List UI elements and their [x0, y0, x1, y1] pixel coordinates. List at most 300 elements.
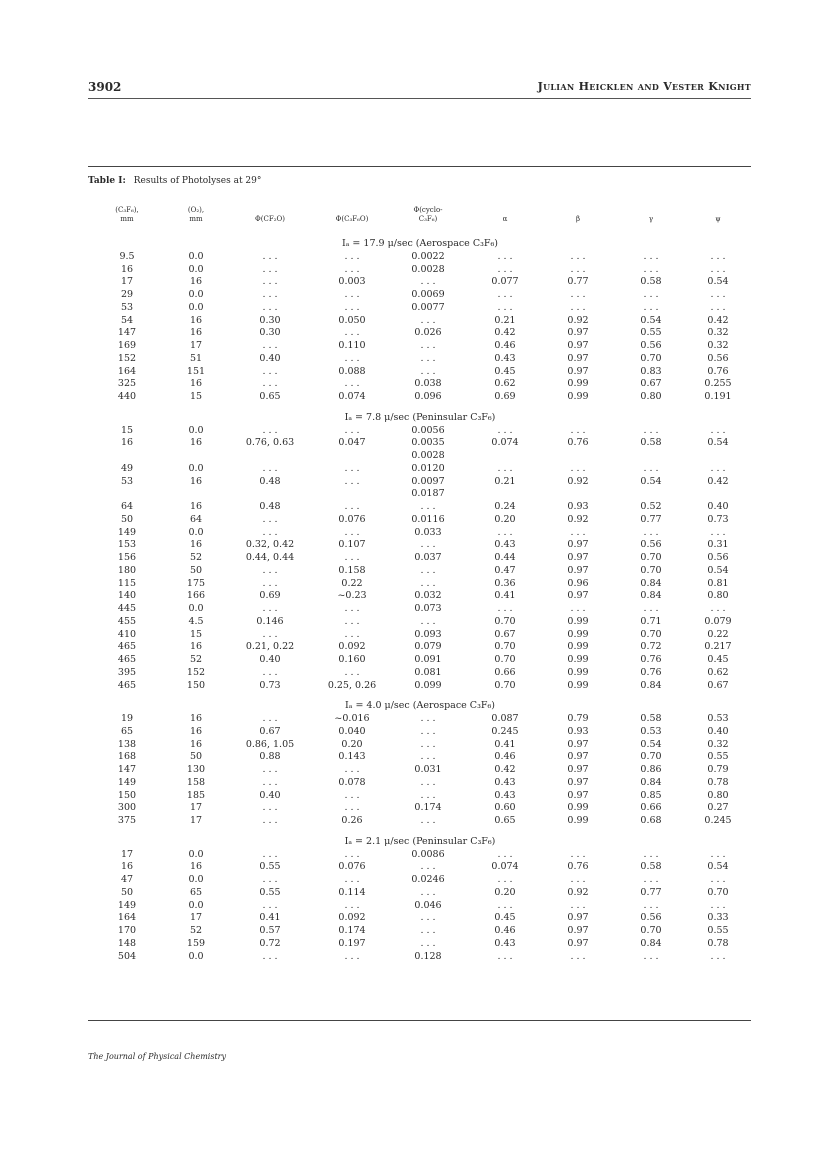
table-cell-gamma: 0.55 [640, 327, 662, 339]
table-cell-beta: . . . [570, 250, 586, 262]
table-cell-phi-cyclo-c3f6: . . . [420, 751, 436, 763]
table-cell-alpha: 0.70 [494, 641, 516, 653]
table-cell-phi-cyclo-c3f6: 0.081 [414, 666, 442, 678]
table-cell-alpha: 0.245 [491, 725, 519, 737]
table-cell-phi-cf2o: 0.44, 0.44 [245, 552, 295, 563]
table-cell-gamma: 0.84 [640, 590, 662, 602]
table-cell-phi-cyclo-c3f6: . . . [420, 776, 436, 788]
table-cell-o2-pressure: 0.0 [188, 603, 204, 614]
table-cell-phi-c3f6o: 0.197 [338, 937, 366, 949]
table-cell-phi-cyclo-c3f6: . . . [420, 912, 436, 924]
table-cell-o2-pressure: 0.0 [188, 950, 204, 962]
table-cell-phi-cyclo-c3f6: 0.033 [414, 526, 442, 538]
table-cell-c3f6-pressure: 445 [117, 603, 137, 614]
table-cell-phi-cf2o: . . . [262, 378, 278, 390]
table-cell-phi-cyclo-c3f6: . . . [420, 352, 436, 364]
table-cell-gamma: . . . [643, 526, 659, 538]
table-cell-gamma: 0.77 [640, 886, 662, 898]
table-cell-alpha: . . . [497, 424, 513, 436]
table-cell-c3f6-pressure: 395 [117, 666, 137, 678]
table-cell-o2-pressure: 17 [189, 815, 203, 826]
table-cell-beta: 0.77 [567, 276, 589, 288]
table-cell-phi-cyclo-c3f6: 0.0097 [411, 475, 445, 487]
table-cell-gamma: 0.67 [640, 378, 662, 390]
table-cell-phi-cyclo-c3f6: . . . [420, 365, 436, 377]
column-header-line: C₃F₆) [418, 215, 438, 223]
table-cell-c3f6-pressure: 50 [120, 886, 134, 898]
table-cell-beta: . . . [570, 526, 586, 538]
table-cell-gamma: 0.72 [640, 641, 662, 653]
table-cell-phi-cyclo-c3f6: . . . [420, 789, 436, 801]
table-cell-alpha: 0.47 [494, 564, 516, 576]
table-cell-gamma: 0.86 [640, 764, 662, 775]
table-cell-phi-cf2o: . . . [262, 526, 278, 538]
table-cell-beta: 0.76 [567, 861, 589, 873]
table-cell-phi-cyclo-c3f6: 0.0086 [411, 848, 445, 860]
table-cell-c3f6-pressure: 150 [117, 789, 137, 801]
table-cell-beta: 0.97 [567, 327, 589, 339]
table-cell-psi: 0.67 [707, 679, 729, 691]
table-cell-phi-cf2o: 0.88 [259, 751, 281, 763]
table-cell-psi: 0.42 [707, 475, 729, 487]
table-cell-phi-cyclo-c3f6: . . . [420, 725, 436, 737]
table-cell-o2-pressure: 52 [189, 552, 203, 563]
table-cell-psi: 0.32 [707, 738, 729, 750]
table-cell-beta: . . . [570, 301, 586, 313]
table-cell-phi-cyclo-c3f6: . . . [420, 340, 436, 351]
table-cell-phi-cyclo-c3f6: 0.093 [414, 628, 442, 640]
table-cell-o2-pressure: 16 [189, 861, 203, 873]
table-cell-phi-c3f6o: 0.158 [338, 564, 366, 576]
table-cell-psi: 0.45 [707, 654, 729, 665]
table-cell-c3f6-pressure: 17 [120, 276, 134, 288]
table-cell-gamma: 0.80 [640, 391, 662, 402]
table-cell-psi: . . . [710, 603, 726, 614]
table-cell-phi-cyclo-c3f6: . . . [420, 925, 436, 936]
table-cell-phi-cf2o: 0.40 [259, 654, 281, 665]
table-cell-o2-pressure: 16 [189, 475, 203, 487]
table-cell-alpha: 0.074 [491, 861, 519, 873]
table-cell-phi-cf2o: . . . [262, 462, 278, 474]
table-cell-psi: 0.56 [707, 552, 729, 563]
table-cell-phi-cyclo-c3f6: . . . [420, 501, 436, 512]
table-cell-c3f6-pressure: 115 [117, 577, 137, 589]
table-cell-phi-c3f6o: 0.076 [338, 513, 366, 525]
column-header-line: α [502, 215, 508, 223]
column-header-line: (C₃F₆), [115, 206, 139, 214]
table-cell-gamma: 0.70 [640, 628, 662, 640]
table-cell-phi-c3f6o: . . . [344, 552, 360, 563]
table-cell-phi-cyclo-c3f6: 0.128 [414, 950, 442, 962]
table-cell-c3f6-pressure: 164 [117, 912, 137, 924]
column-header-line: γ [648, 215, 654, 223]
table-cell-phi-cyclo-c3f6: . . . [420, 615, 436, 627]
table-cell-phi-c3f6o: . . . [344, 378, 360, 390]
table-cell-gamma: 0.70 [640, 751, 662, 763]
table-cell-psi: 0.79 [707, 764, 729, 775]
table-cell-phi-cf2o: . . . [262, 950, 278, 962]
table-cell-gamma: . . . [643, 950, 659, 962]
table-cell-c3f6-pressure: 465 [117, 679, 137, 691]
table-cell-c3f6-pressure: 140 [117, 590, 137, 602]
table-cell-psi: 0.53 [707, 713, 729, 724]
table-cell-phi-cyclo-c3f6: . . . [420, 738, 436, 750]
table-cell-o2-pressure: 0.0 [188, 263, 204, 275]
table-cell-phi-c3f6o: . . . [344, 352, 360, 364]
table-caption-text: Results of Photolyses at 29° [133, 176, 262, 186]
table-cell-psi: . . . [710, 289, 726, 300]
table-cell-phi-cyclo-c3f6: . . . [420, 815, 436, 826]
table-cell-o2-pressure: 0.0 [188, 848, 204, 860]
table-cell-phi-c3f6o: 0.174 [338, 925, 366, 936]
table-cell-o2-pressure: 16 [189, 641, 203, 653]
table-cell-beta: 0.97 [567, 789, 589, 801]
table-cell-c3f6-pressure: 16 [120, 861, 134, 873]
table-cell-beta: 0.93 [567, 501, 589, 512]
table-cell-alpha: 0.20 [494, 886, 516, 898]
table-cell-gamma: . . . [643, 250, 659, 262]
table-cell-c3f6-pressure: 149 [117, 776, 137, 788]
table-cell-psi: . . . [710, 263, 726, 275]
table-cell-phi-cf2o: . . . [262, 603, 278, 614]
table-cell-o2-pressure: 150 [186, 679, 206, 691]
table-cell-beta: . . . [570, 848, 586, 860]
table-cell-phi-cf2o: 0.73 [259, 679, 281, 691]
table-cell-gamma: . . . [643, 603, 659, 614]
section-title: Iₐ = 17.9 μ/sec (Aerospace C₃F₆) [341, 238, 499, 249]
table-cell-alpha: 0.41 [494, 738, 516, 750]
table-cell-gamma: 0.70 [640, 925, 662, 936]
table-cell-gamma: 0.83 [640, 365, 662, 377]
table-cell-beta: 0.99 [567, 666, 589, 678]
table-cell-phi-cyclo-c3f6: . . . [420, 314, 436, 326]
table-cell-alpha: . . . [497, 301, 513, 313]
table-cell-phi-cf2o: 0.41 [259, 912, 281, 924]
column-header-line: Φ(cyclo- [413, 206, 443, 214]
table-cell-phi-c3f6o: . . . [344, 666, 360, 678]
table-cell-alpha: 0.46 [494, 925, 516, 936]
table-cell-psi: 0.079 [704, 615, 732, 627]
column-header-line: (O₂), [187, 206, 205, 214]
table-cell-gamma: . . . [643, 899, 659, 911]
table-cell-c3f6-pressure: 16 [120, 263, 134, 275]
table-cell-gamma: . . . [643, 263, 659, 275]
table-cell-beta: 0.92 [567, 314, 589, 326]
table-cell-psi: 0.42 [707, 314, 729, 326]
table-cell-o2-pressure: 15 [189, 628, 203, 640]
table-cell-psi: 0.55 [707, 751, 729, 763]
table-cell-phi-cf2o: 0.40 [259, 789, 281, 801]
table-cell-psi: 0.78 [707, 937, 729, 949]
table-cell-beta: . . . [570, 263, 586, 275]
table-cell-psi: 0.22 [707, 628, 729, 640]
table-cell-psi: 0.33 [707, 912, 729, 924]
table-cell-c3f6-pressure: 152 [117, 352, 137, 364]
table-cell-c3f6-pressure: 180 [117, 564, 137, 576]
table-cell-beta: 0.96 [567, 577, 589, 589]
section-title: Iₐ = 7.8 μ/sec (Peninsular C₃F₆) [344, 411, 496, 423]
table-cell-o2-pressure: 16 [189, 713, 203, 724]
table-cell-phi-cf2o: 0.30 [259, 314, 281, 326]
table-cell-beta: 0.92 [567, 475, 589, 487]
table-cell-phi-cyclo-c3f6: . . . [420, 577, 436, 589]
table-cell-gamma: 0.56 [640, 340, 662, 351]
table-cell-gamma: 0.84 [640, 679, 662, 691]
table-cell-phi-c3f6o: ~0.23 [337, 590, 367, 602]
table-cell-c3f6-pressure: 148 [117, 937, 137, 949]
table-cell-phi-cf2o: . . . [262, 276, 278, 288]
table-cell-phi-cf2o: . . . [262, 365, 278, 377]
table-cell-alpha: 0.074 [491, 437, 519, 449]
table-cell-gamma: . . . [643, 301, 659, 313]
table-cell-beta: 0.92 [567, 886, 589, 898]
table-cell-o2-pressure: 159 [186, 937, 206, 949]
table-cell-beta: 0.99 [567, 615, 589, 627]
table-cell-alpha: 0.46 [494, 340, 516, 351]
table-cell-phi-c3f6o: ~0.016 [334, 713, 370, 724]
column-header-line: β [575, 215, 581, 223]
table-cell-phi-c3f6o: 0.047 [338, 437, 366, 449]
table-cell-alpha: 0.36 [494, 577, 516, 589]
table-cell-alpha: 0.43 [494, 776, 516, 788]
table-cell-c3f6-pressure: 325 [117, 378, 137, 390]
table-cell-c3f6-pressure: 9.5 [119, 250, 135, 262]
table-cell-alpha: 0.66 [494, 666, 516, 678]
table-cell-o2-pressure: 16 [189, 501, 203, 512]
table-cell-beta: 0.99 [567, 641, 589, 653]
table-cell-phi-c3f6o: . . . [344, 462, 360, 474]
table-cell-gamma: 0.70 [640, 552, 662, 563]
table-cell-alpha: 0.41 [494, 590, 516, 602]
table-cell-c3f6-pressure: 138 [117, 738, 137, 750]
table-cell-psi: 0.54 [707, 861, 729, 873]
table-cell-gamma: 0.76 [640, 666, 662, 678]
table-cell-gamma: 0.56 [640, 539, 662, 551]
table-cell-c3f6-pressure: 149 [117, 899, 137, 911]
table-cell-phi-cf2o: . . . [262, 564, 278, 576]
column-header-line: Φ(C₃F₆O) [335, 215, 369, 223]
table-cell-phi-c3f6o: 0.092 [338, 641, 366, 653]
table-cell-alpha: . . . [497, 250, 513, 262]
table-cell-c3f6-pressure: 149 [117, 526, 137, 538]
table-cell-beta: 0.99 [567, 802, 589, 814]
table-cell-c3f6-pressure: 168 [117, 751, 137, 763]
table-cell-phi-cf2o: 0.86, 1.05 [245, 738, 295, 750]
table-bottom-rule [88, 1020, 751, 1021]
table-cell-psi: 0.32 [707, 327, 729, 339]
table-cell-o2-pressure: 175 [186, 577, 206, 589]
table-cell-beta: . . . [570, 603, 586, 614]
table-cell-phi-cf2o: 0.146 [256, 615, 284, 627]
table-cell-alpha: 0.21 [494, 475, 516, 487]
table-cell-phi-c3f6o: 0.078 [338, 776, 366, 788]
column-header-line: mm [189, 215, 203, 223]
table-cell-alpha: . . . [497, 289, 513, 300]
table-cell-gamma: 0.84 [640, 577, 662, 589]
table-cell-phi-cyclo-c3f6: 0.079 [414, 641, 442, 653]
table-cell-phi-c3f6o: 0.076 [338, 861, 366, 873]
table-cell-c3f6-pressure: 50 [120, 513, 134, 525]
table-cell-phi-cf2o: 0.57 [259, 925, 281, 936]
table-cell-c3f6-pressure: 147 [117, 764, 137, 775]
table-cell-o2-pressure: 16 [189, 725, 203, 737]
table-cell-o2-pressure: 0.0 [188, 899, 204, 911]
column-header-line: Φ(CF₂O) [255, 215, 285, 223]
table-cell-beta: 0.97 [567, 738, 589, 750]
table-cell-gamma: 0.84 [640, 937, 662, 949]
table-cell-beta: 0.99 [567, 679, 589, 691]
table-cell-c3f6-pressure: 375 [117, 815, 137, 826]
table-cell-phi-c3f6o: . . . [344, 424, 360, 436]
table-cell-phi-c3f6o: 0.092 [338, 912, 366, 924]
table-cell-phi-c3f6o: 0.107 [338, 539, 366, 551]
table-cell-o2-pressure: 17 [189, 912, 203, 924]
table-cell-phi-c3f6o: . . . [344, 874, 360, 885]
table-cell-beta: 0.97 [567, 764, 589, 775]
table-cell-gamma: 0.77 [640, 513, 662, 525]
table-cell-c3f6-pressure: 169 [117, 340, 137, 351]
table-cell-psi: 0.55 [707, 925, 729, 936]
table-cell-phi-cyclo-c3f6: 0.0035 [411, 437, 445, 449]
table-cell-psi: . . . [710, 250, 726, 262]
table-cell-o2-pressure: 0.0 [188, 250, 204, 262]
table-cell-phi-cf2o: . . . [262, 289, 278, 300]
table-cell-o2-pressure: 52 [189, 925, 203, 936]
table-cell-c3f6-pressure: 300 [117, 802, 137, 814]
table-cell-c3f6-pressure: 153 [117, 539, 137, 551]
table-cell-phi-c3f6o: . . . [344, 764, 360, 775]
table-cell-phi-c3f6o: . . . [344, 301, 360, 313]
table-cell-alpha: 0.43 [494, 789, 516, 801]
table-cell-beta: 0.97 [567, 365, 589, 377]
table-cell-psi: 0.217 [704, 641, 732, 653]
table-cell-alpha: 0.45 [494, 365, 516, 377]
table-cell-psi: 0.31 [707, 539, 729, 551]
table-cell-c3f6-pressure: 440 [117, 391, 137, 402]
table-cell-gamma: . . . [643, 848, 659, 860]
table-cell-c3f6-pressure: 156 [117, 552, 137, 563]
table-cell-phi-cyclo-c3f6: 0.046 [414, 899, 442, 911]
table-cell-phi-c3f6o: . . . [344, 475, 360, 487]
table-cell-alpha: . . . [497, 899, 513, 911]
table-cell-phi-cf2o: . . . [262, 874, 278, 885]
section-title: Iₐ = 2.1 μ/sec (Peninsular C₃F₆) [344, 835, 496, 847]
table-cell-beta: 0.99 [567, 815, 589, 826]
table-cell-psi: 0.78 [707, 776, 729, 788]
table-cell-psi: 0.32 [707, 340, 729, 351]
table-cell-alpha: 0.69 [494, 391, 516, 402]
table-cell-alpha: 0.087 [491, 713, 519, 724]
table-cell-phi-c3f6o: 0.110 [338, 340, 366, 351]
table-cell-gamma: 0.76 [640, 654, 662, 665]
table-cell-psi: 0.62 [707, 666, 729, 678]
table-cell-o2-pressure: 51 [189, 352, 203, 364]
table-cell-phi-c3f6o: 0.26 [341, 815, 363, 826]
table-cell-c3f6-pressure: 54 [120, 314, 134, 326]
table-cell-phi-c3f6o: 0.25, 0.26 [327, 679, 377, 691]
table-cell-phi-c3f6o: 0.20 [341, 738, 363, 750]
table-cell-phi-cyclo-c3f6: 0.037 [414, 552, 442, 563]
table-cell-phi-cf2o: 0.67 [259, 725, 281, 737]
table-cell-phi-cyclo-c3f6: 0.099 [414, 679, 442, 691]
table-cell-psi: 0.40 [707, 725, 729, 737]
table-cell-alpha: . . . [497, 603, 513, 614]
table-cell-psi: . . . [710, 424, 726, 436]
table-cell-gamma: 0.58 [640, 276, 662, 288]
table-cell-alpha: 0.46 [494, 751, 516, 763]
table-cell-o2-pressure: 16 [189, 314, 203, 326]
table-cell-c3f6-pressure: 47 [120, 874, 134, 885]
table-cell-o2-pressure: 16 [189, 738, 203, 750]
table-cell-o2-pressure: 16 [189, 437, 203, 449]
table-cell-psi: 0.245 [704, 815, 732, 826]
table-cell-phi-cyclo-c3f6: 0.0022 [411, 250, 445, 262]
table-cell-psi: 0.54 [707, 437, 729, 449]
table-cell-phi-c3f6o: 0.074 [338, 391, 366, 402]
table-cell-c3f6-pressure: 504 [117, 950, 137, 962]
table-cell-phi-cf2o: 0.48 [259, 501, 281, 512]
table-cell-phi-c3f6o: . . . [344, 263, 360, 275]
table-cell-o2-pressure: 52 [189, 654, 203, 665]
table-cell-alpha: 0.42 [494, 764, 516, 775]
table-cell-beta: 0.97 [567, 937, 589, 949]
table-cell-phi-cyclo-c3f6: . . . [420, 861, 436, 873]
table-cell-gamma: 0.85 [640, 789, 662, 801]
column-header-line: ψ [715, 215, 721, 223]
table-cell-gamma: 0.68 [640, 815, 662, 826]
table-cell-c3f6-pressure: 53 [120, 301, 134, 313]
table-cell-o2-pressure: 185 [186, 789, 206, 801]
table-cell-o2-pressure: 17 [189, 802, 203, 814]
table-cell-phi-cf2o: 0.30 [259, 327, 281, 339]
table-cell-psi: . . . [710, 874, 726, 885]
table-cell-alpha: 0.43 [494, 539, 516, 551]
table-cell-alpha: 0.70 [494, 654, 516, 665]
table-cell-phi-cf2o: . . . [262, 301, 278, 313]
table-cell-psi: . . . [710, 848, 726, 860]
table-cell-o2-pressure: 0.0 [188, 874, 204, 885]
table-cell-o2-pressure: 64 [189, 513, 203, 525]
table-cell-psi: . . . [710, 301, 726, 313]
table-cell-psi: 0.191 [704, 391, 732, 402]
table-cell-beta: 0.97 [567, 590, 589, 602]
table-cell-psi: 0.40 [707, 501, 729, 512]
table-cell-phi-cyclo-c3f6: 0.0120 [411, 462, 445, 474]
table-cell-phi-cf2o: . . . [262, 340, 278, 351]
table-cell-psi: 0.80 [707, 590, 729, 602]
table-cell-gamma: 0.54 [640, 475, 662, 487]
table-cell-phi-cf2o: . . . [262, 802, 278, 814]
table-cell-phi-cf2o: . . . [262, 628, 278, 640]
table-cell-o2-pressure: 17 [189, 340, 203, 351]
table-cell-c3f6-pressure: 147 [117, 327, 137, 339]
table-cell-phi-c3f6o: 0.088 [338, 365, 366, 377]
table-cell-phi-cf2o: 0.40 [259, 352, 281, 364]
table-cell-gamma: 0.54 [640, 314, 662, 326]
table-cell-alpha: 0.21 [494, 314, 516, 326]
table-cell-beta: 0.97 [567, 564, 589, 576]
table-cell-phi-c3f6o: 0.143 [338, 751, 366, 763]
table-cell-phi-cyclo-c3f6: . . . [420, 564, 436, 576]
table-cell-psi: 0.73 [707, 513, 729, 525]
table-caption-label: Table I: [88, 176, 126, 186]
table-cell-phi-cf2o: . . . [262, 776, 278, 788]
table-cell-o2-pressure: 50 [189, 751, 203, 763]
table-cell-phi-cf2o: . . . [262, 577, 278, 589]
table-cell-phi-cf2o: 0.69 [259, 590, 281, 602]
table-cell-alpha: 0.077 [491, 276, 519, 288]
table-cell-c3f6-pressure: 64 [120, 501, 134, 512]
